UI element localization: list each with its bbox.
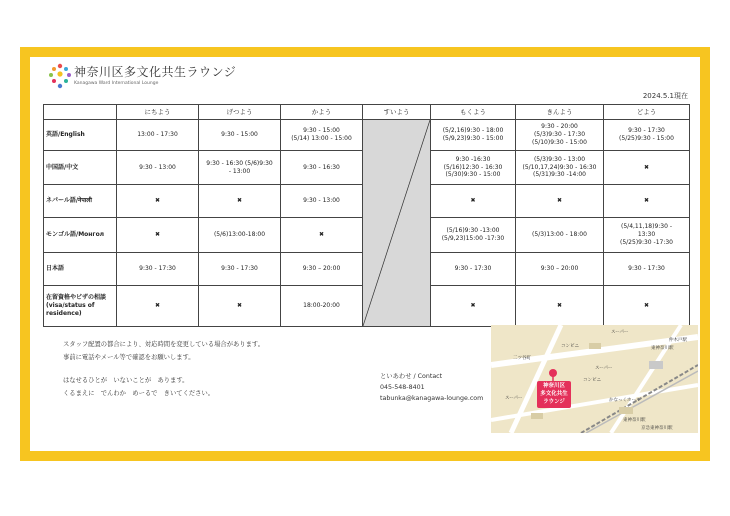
map-label: コンビニ	[583, 378, 601, 383]
map-label: 東神奈川駅	[623, 418, 646, 423]
header-thursday: もくよう	[431, 105, 516, 120]
header-monday: げつよう	[199, 105, 281, 120]
yellow-frame	[20, 47, 710, 461]
map-label: スーパー	[505, 396, 523, 401]
note-line: 事前に電話やメール等で確認をお願いします。	[63, 354, 195, 361]
row-label-chinese: 中国語/中文	[44, 151, 117, 185]
closed-slash-icon	[363, 120, 430, 326]
contact-info	[380, 371, 483, 404]
header-tuesday: かよう	[281, 105, 363, 120]
table-cell: 9:30 - 16:30	[281, 151, 363, 185]
row-label-english: 英語/English	[44, 120, 117, 151]
table-cell: (5/16)9:30 -13:00 (5/9,23)15:00 -17:30	[431, 218, 516, 253]
table-cell: 9:30 -16:30 (5/16)12:30 - 16:30 (5/30)9:30 - 15:00	[431, 151, 516, 185]
table-cell: ✖	[516, 185, 604, 218]
table-cell: (5/3)13:00 - 18:00	[516, 218, 604, 253]
table-cell: 9:30 - 13:00	[117, 151, 199, 185]
map-label: 二ツ谷町	[513, 356, 531, 361]
row-label-japanese: 日本語	[44, 253, 117, 286]
schedule-table	[43, 104, 690, 327]
brand-subtitle: Kanagawa Ward International Lounge	[74, 81, 159, 86]
brand-title: 神奈川区多文化共生ラウンジ	[74, 65, 237, 79]
table-cell: 13:00 - 17:30	[117, 120, 199, 151]
row-label-mongolian: モンゴル語/Монгол	[44, 218, 117, 253]
table-cell: ✖	[604, 151, 690, 185]
header-wednesday: すいよう	[363, 105, 431, 120]
location-map	[491, 325, 698, 433]
table-row	[44, 120, 690, 151]
note-line: はなせるひとが いないことが あります。	[63, 377, 189, 384]
table-cell: ✖	[281, 218, 363, 253]
table-cell: 9:30 - 17:30	[199, 253, 281, 286]
table-cell: 9:30 – 20:00	[516, 253, 604, 286]
map-pin-label: 神奈川区 多文化共生 ラウンジ	[537, 381, 571, 408]
table-cell: (5/6)13:00-18:00	[199, 218, 281, 253]
header-saturday: どよう	[604, 105, 690, 120]
table-header-row	[44, 105, 690, 120]
contact-email[interactable]: tabunka@kanagawa-lounge.com	[380, 395, 484, 402]
map-label: 仲木戸駅	[669, 338, 687, 343]
contact-phone[interactable]: 045-548-8401	[380, 384, 425, 391]
table-cell: ✖	[604, 286, 690, 327]
content-panel	[30, 57, 700, 451]
note-line: スタッフ配置の都合により、対応時間を変更している場合があります。	[63, 341, 264, 348]
map-label: コンビニ	[561, 344, 579, 349]
header-corner	[44, 105, 117, 120]
table-cell: (5/4,11,18)9:30 - 13:30 (5/25)9:30 -17:30	[604, 218, 690, 253]
table-cell: 9:30 - 17:30 (5/25)9:30 - 15:00	[604, 120, 690, 151]
table-cell: (5/3)9:30 - 13:00 (5/10,17,24)9:30 - 16:30 (5/31)9:30 -14:00	[516, 151, 604, 185]
lounge-logo-icon	[48, 62, 72, 90]
table-cell: ✖	[117, 218, 199, 253]
note-line: くるまえに でんわか めーるで きいてください。	[63, 390, 215, 397]
table-cell: ✖	[604, 185, 690, 218]
table-cell: 9:30 - 15:00 (5/14) 13:00 - 15:00	[281, 120, 363, 151]
map-label: スーパー	[595, 366, 613, 371]
table-cell: 9:30 - 16:30 (5/6)9:30 - 13:00	[199, 151, 281, 185]
as-of-date: 2024.5.1現在	[642, 92, 688, 100]
map-label: 東神奈川駅	[651, 346, 674, 351]
row-label-visa: 在留資格やビザの相談 (visa/status of residence)	[44, 286, 117, 327]
table-cell: ✖	[431, 185, 516, 218]
wednesday-closed-cell	[363, 120, 431, 327]
table-cell: 9:30 - 17:30	[431, 253, 516, 286]
table-cell: 9:30 - 17:30	[117, 253, 199, 286]
header-sunday: にちよう	[117, 105, 199, 120]
table-cell: 18:00-20:00	[281, 286, 363, 327]
map-label: かなっくホール	[609, 398, 641, 403]
table-cell: ✖	[117, 286, 199, 327]
table-cell: ✖	[199, 185, 281, 218]
table-cell: 9:30 - 15:00	[199, 120, 281, 151]
table-cell: (5/2,16)9:30 - 18:00 (5/9,23)9:30 - 15:00	[431, 120, 516, 151]
notes	[63, 338, 264, 400]
header-friday: きんよう	[516, 105, 604, 120]
table-cell: ✖	[516, 286, 604, 327]
contact-heading: といあわせ / Contact	[380, 373, 443, 380]
table-cell: ✖	[117, 185, 199, 218]
table-cell: 9:30 - 20:00 (5/3)9:30 - 17:30 (5/10)9:30 - 15:00	[516, 120, 604, 151]
table-cell: ✖	[431, 286, 516, 327]
table-cell: 9:30 – 20:00	[281, 253, 363, 286]
table-cell: ✖	[199, 286, 281, 327]
table-cell: 9:30 - 13:00	[281, 185, 363, 218]
map-label: スーパー	[611, 330, 629, 335]
row-label-nepali: ネパール語/नेपाली	[44, 185, 117, 218]
table-cell: 9:30 - 17:30	[604, 253, 690, 286]
map-label: 京急東神奈川駅	[641, 426, 673, 431]
